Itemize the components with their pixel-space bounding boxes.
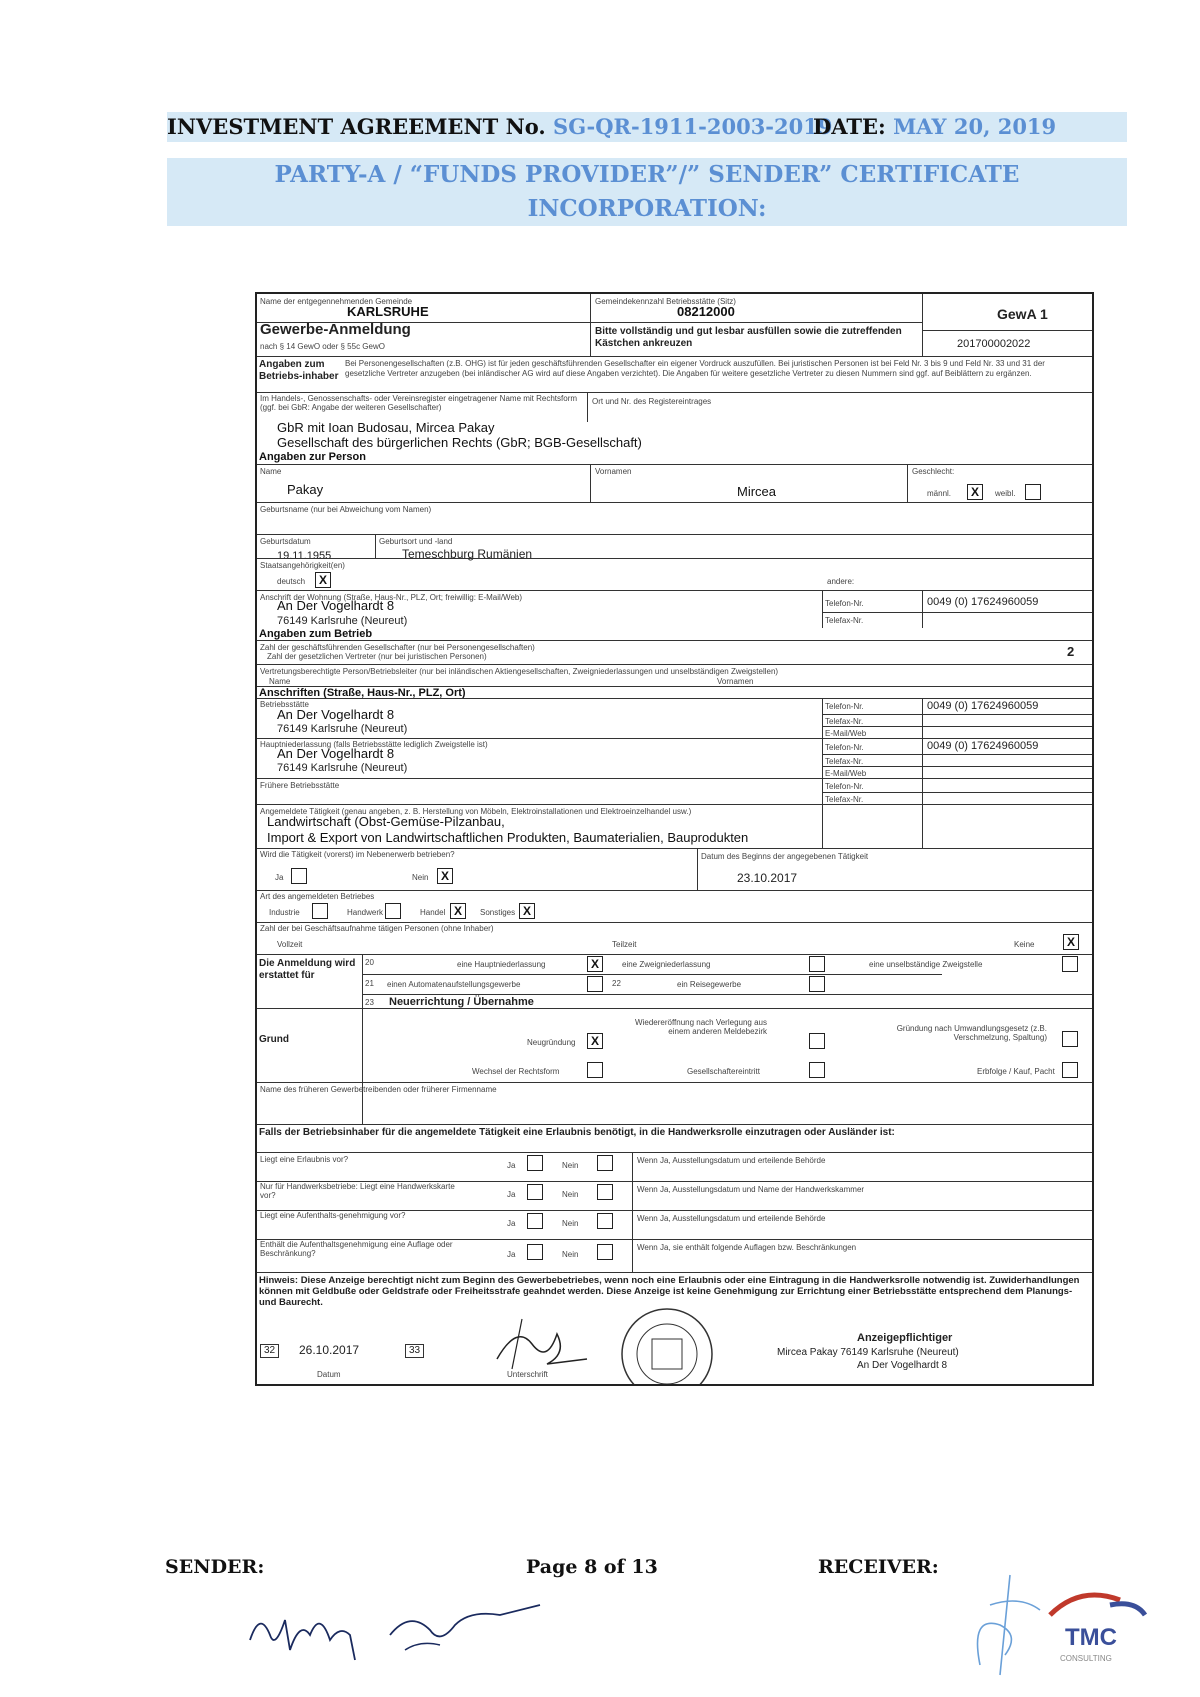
row-line [822,754,1092,755]
hinweis-text: Hinweis: Diese Anzeige berechtigt nicht zum Beginn des Gewerbebetriebes, wenn noch eine Erlaubnis oder eine Eintragung in die Handwerksrolle notwendig ist. Zuwiderhandlungen können mit Geldbuße oder Geldstrafe oder Freiheitsstrafe geahndet werden. Diese Anzeige ist keine Genehmigung zur Errichtung einer Betriebsstätte entsprechend dem Planungs- und Baurecht. [259,1275,1080,1308]
field-10-sub: Zahl der gesetzlichen Vertreter (nur bei juristischen Personen) [267,652,487,661]
sonstiges-label: Sonstiges [480,908,516,917]
field-11-name: Name [269,677,291,686]
field-3-label: Name [260,467,282,476]
field-13-email-label: E-Mail/Web [825,769,867,778]
keine-label: Keine [1014,940,1035,949]
wechsel-label: Wechsel der Rechtsform [472,1067,560,1076]
telefon-label: Telefon-Nr. [825,599,864,608]
field-12-line1: An Der Vogelhardt 8 [277,707,395,722]
teilzeit-label: Teilzeit [612,940,637,949]
zweigniederlassung-checkbox[interactable] [809,956,825,972]
divider [922,294,923,356]
field-8-value: deutsch [277,577,306,586]
grund-label: Grund [259,1034,289,1045]
certificate-title-line2: INCORPORATION: [527,195,767,222]
row-line [822,612,1092,613]
divider [590,294,591,356]
anmeldung-label: Die Anmeldung wird erstattet für [259,958,356,981]
agreement-date-line [813,112,1056,142]
row-line [257,698,1092,699]
erlaubnis-ja-checkbox[interactable] [527,1155,543,1171]
field-28-label: Enthält die Aufenthaltsgenehmigung eine Auflage oder Beschränkung? [260,1240,453,1258]
field-20-label: eine Hauptniederlassung [457,960,546,969]
field-18-label: Art des angemeldeten Betriebes [260,892,375,901]
handwerkskarte-nein-checkbox[interactable] [597,1184,613,1200]
row-line [257,1272,1092,1273]
field-15-label: Angemeldete Tätigkeit (genau angeben, z. B. Herstellung von Möbeln, Elektroinstallationen und Elektroeinzelhandel usw.) [260,807,692,816]
field-5-label: Geburtsname (nur bei Abweichung vom Namen) [260,505,432,514]
field-11-label: Vertretungsberechtigte Person/Betriebsleiter (nur bei inländischen Aktiengesellschaften, Zweigniederlassungen und unselbständigen Zweigstellen) [260,667,779,676]
datum-label: Datum [317,1370,341,1379]
anzeigepflichtiger-line1: Mircea Pakay 76149 Karlsruhe (Neureut) [777,1347,959,1358]
field-13-telefax-label: Telefax-Nr. [825,757,864,766]
row-line [257,464,1092,465]
gesellschaftereintritt-label: Gesellschaftereintritt [687,1067,760,1076]
agreement-header [167,112,1127,142]
field-16-ja: Ja [275,873,284,882]
field-21-label: einen Automatenaufstellungsgewerbe [387,980,521,989]
divider [822,590,823,628]
field-2-label: Ort und Nr. des Registereintrages [592,397,712,406]
erbfolge-label: Erbfolge / Kauf, Pacht [977,1067,1055,1076]
betrieb-section-heading: Angaben zum Betrieb [259,628,373,640]
field-7-value: Temeschburg Rumänien [402,547,533,561]
field-17-label: Datum des Beginns der angegebenen Tätigkeit [701,852,869,861]
reisegewerbe-checkbox[interactable] [809,976,825,992]
agreement-number: SG-QR-1911-2003-2019 [553,114,833,139]
row-line [257,804,1092,805]
gewerbe-anmeldung-form: Name der entgegennehmenden Gemeinde KARLSRUHE Gemeindekennzahl Betriebsstätte (Sitz) 08212000 GewA 1 Gewerbe-Anmeldung nach § 14 GewO oder § 55c GewO Bitte vollständig und gut lesbar ausfüllen sowie die zutreffenden Kästchen ankreuzen 201700002022 Angaben zum Betriebs-inhaber Bei Personengesellschaften (z.B. OHG) ist für jeden geschäftsführenden Gesellschafter ein eigener Vordruck auszufüllen. Bei juristischen Personen ist bei Feld Nr. 3 bis 9 und Feld Nr. 33 und 31 der gesetzliche Vertreter anzugeben (bei inländischer AG wird auf diese Angaben verzichtet). Die Angaben für weitere gesetzliche Vertreter zu diesen Nummern sind ggf. auf Beiblättern zu ergänzen. Im Handels-, Genossenschafts- oder Vereinsregister eingetragener Name mit Rechtsform (ggf. bei GbR: Angabe der weiteren Gesellschafter) Ort und Nr. des Registereintrages GbR mit Ioan Budosau, Mircea Pakay Gesellschaft des bürgerlichen Rechts (GbR; BGB-Gesellschaft) Angaben zur Person Name Pakay Vornamen Mircea Geschlecht: männl. X weibl. Geburtsname (nur bei Abweichung vom Namen) Geburtsdatum 19.11.1955 Geburtsort und -land Temeschburg Rumänien Staatsangehörigkeit(en) deutsch X andere: Anschrift der Wohnung (Straße, Haus-Nr., PLZ, Ort; freiwillig: E-Mail/Web) An Der Vogelhardt 8 76149 Karlsruhe (Neureut) Telefon-Nr. 0049 (0) 17624960059 Telefax-Nr. Angaben zum Betrieb Zahl der geschäftsführenden Gesellschafter (nur bei Personengesellschaften) Zahl der gesetzlichen Vertreter (nur bei juristischen Personen) 2 Vertretungsberechtigte Person/Betriebsleiter (nur bei inländischen Aktiengesellschaften, Zweigniederlassungen und unselbständigen Zweigstellen) Name Vornamen Anschriften (Straße, Haus-Nr., PLZ, Ort) Betriebsstätte An Der Vogelhardt 8 76149 Karlsruhe (Neureut) Telefon-Nr. 0049 (0) 17624960059 Telefax-Nr. E-Mail/Web Hauptniederlassung (falls Betriebsstätte lediglich Zweigstelle ist) An Der Vogelhardt 8 76149 Karlsruhe (Neureut) Telefon-Nr. 0049 (0) 17624960059 Telefax-Nr. E-Mail/Web Frühere Betriebsstätte Telefon-Nr. Telefax-Nr. Angemeldete Tätigkeit (genau angeben, z. B. Herstellung von Möbeln, Elektroinstallationen und Elektroeinzelhandel usw.) Landwirtschaft (Obst-Gemüse-Pilzanbau, Import & Export von Landwirtschaftlichen Produkten, Baumaterialien, Bauprodukten Wird die Tätigkeit (vorerst) im Nebenerwerb betrieben? Ja Nein X Datum des Beginns der angegebenen Tätigkeit 23.10.2017 Art des angemeldeten Betriebes Industrie Handwerk Handel X Sonstiges X Zahl der bei Geschäftsaufnahme tätigen Personen (ohne Inhaber) Vollzeit Teilzeit Keine X Die Anmeldung wird erstattet für 20 eine Hauptniederlassung X eine Zweigniederlassung eine unselbständige Zweigstelle 21 einen Automatenaufstellungsgewerbe 22 ein Reisegewerbe 23 Neuerrichtung / Übernahme Grund Neugründung X Wiedereröffnung nach Verlegung aus einem anderen Meldebezirk Gründung nach Umwandlungsgesetz (z.B. Verschmelzung, Spaltung) Wechsel der Rechtsform Gesellschaftereintritt Erbfolge / Kauf, Pacht Name des früheren Gewerbetreibenden oder früherer Firmenname Falls der Betriebsinhaber für die angemeldete Tätigkeit eine Erlaubnis benötigt, in die Handwerksrolle einzutragen oder Ausländer ist: Liegt eine Erlaubnis vor? Ja Nein Wenn Ja, Ausstellungsdatum und erteilende Behörde Nur für Handwerksbetriebe: Liegt eine Handwerkskarte vor? Ja Nein Wenn Ja, Ausstellungsdatum und Name der Handwerkskammer Liegt eine Aufenthalts-genehmigung vor? Ja Nein Wenn Ja, Ausstellungsdatum und erteilende Behörde Enthält die Aufenthaltsgenehmigung eine Auflage oder Beschränkung? Ja Nein Wenn Ja, sie enthält folgende Auflagen bzw. Beschränkungen Hinweis: Diese Anzeige berechtigt nicht zum Beginn des Gewerbebetriebes, wenn noch eine Erlaubnis oder eine Eintragung in die Handwerksrolle notwendig ist. Zuwiderhandlungen können mit Geldbuße oder Geldstrafe oder Freiheitsstrafe geahndet werden. Diese Anzeige ist keine Genehmigung zur Errichtung einer Betriebsstätte entsprechend dem Planungs- und Baurecht. 32 26.10.2017 33 Datum Unterschrift Anzeigepflichtiger Mircea Pakay 76149 Karlsruhe (Neureut) An Der Vogelhardt 8 [255,292,1094,1386]
field-15-line1: Landwirtschaft (Obst-Gemüse-Pilzanbau, [267,814,505,829]
field-6-value: 19.11.1955 [277,550,332,562]
logo-subtext: CONSULTING [1060,1654,1112,1663]
field-26-note: Wenn Ja, Ausstellungsdatum und Name der Handwerkskammer [637,1185,865,1194]
row-line [257,1152,1092,1153]
logo-text: TMC [1065,1624,1117,1651]
divider [587,392,588,422]
divider [362,954,363,1124]
row-line [362,974,942,975]
divider [922,590,923,628]
nebenerwerb-nein-checkbox[interactable]: X [437,868,453,884]
field-14-telefon-label: Telefon-Nr. [825,782,864,791]
industrie-label: Industrie [269,908,300,917]
certificate-title-line1: PARTY-A / “FUNDS PROVIDER”/” SENDER” CERTIFICATE [274,161,1020,188]
field-28-nein: Nein [562,1250,579,1259]
field-10-value: 2 [1067,644,1075,659]
field-28-note: Wenn Ja, sie enthält folgende Auflagen bzw. Beschränkungen [637,1243,857,1252]
unterschrift-label: Unterschrift [507,1370,548,1379]
vollzeit-label: Vollzeit [277,940,303,949]
field-25-ja: Ja [507,1161,516,1170]
zweigstelle-checkbox[interactable] [1062,956,1078,972]
gruendung-umwandlung-label: Gründung nach Umwandlungsgesetz (z.B. Verschmelzung, Spaltung) [896,1024,1047,1042]
date-value: MAY 20, 2019 [893,114,1057,139]
row-line [257,590,1092,591]
row-line [257,778,1092,779]
handwerk-checkbox[interactable] [385,903,401,919]
field-27-label: Liegt eine Aufenthalts-genehmigung vor? [260,1211,406,1220]
telefon-value: 0049 (0) 17624960059 [927,596,1039,608]
agreement-number-line [167,112,832,142]
anschriften-section-heading: Anschriften (Straße, Haus-Nr., PLZ, Ort) [259,687,466,699]
aufenthalt-ja-checkbox[interactable] [527,1213,543,1229]
field-7-label: Geburtsort und -land [379,537,453,546]
field-17-value: 23.10.2017 [737,871,798,885]
male-label: männl. [927,489,952,498]
field-26-nein: Nein [562,1190,579,1199]
wechsel-checkbox[interactable] [587,1062,603,1078]
erlaubnis-text: Falls der Betriebsinhaber für die angemeldete Tätigkeit eine Erlaubnis benötigt, in die Handwerksrolle einzutragen oder Ausländer ist: [259,1127,895,1138]
field-22-label: ein Reisegewerbe [677,980,742,989]
betriebsinhaber-note: Bei Personengesellschaften (z.B. OHG) ist für jeden geschäftsführenden Gesellschafter ein eigener Vordruck auszufüllen. Bei juristischen Personen ist bei Feld Nr. 3 bis 9 und Feld Nr. 33 und 31 der gesetzliche Vertreter anzugeben (bei inländischer AG wird auf diese Angaben verzichtet). Die Angaben für weitere gesetzliche Vertreter zu diesen Nummern sind ggf. auf Beiblättern zu ergänzen. [345,359,1045,378]
row-line [257,640,1092,641]
divider [375,534,376,558]
handel-label: Handel [420,908,446,917]
row-line [257,534,1092,535]
erlaubnis-nein-checkbox[interactable] [597,1155,613,1171]
field-11-vorname: Vornamen [717,677,754,686]
field-4-label: Vornamen [595,467,632,476]
field-13-telefon-label: Telefon-Nr. [825,743,864,752]
field-16-label: Wird die Tätigkeit (vorerst) im Nebenerwerb betrieben? [260,850,455,859]
field-14-telefax-label: Telefax-Nr. [825,795,864,804]
field-19-label: Zahl der bei Geschäftsaufnahme tätigen Personen (ohne Inhaber) [260,924,494,933]
row-line [822,726,1092,727]
form-code: GewA 1 [997,306,1048,322]
auflage-ja-checkbox[interactable] [527,1244,543,1260]
row-line [257,558,1092,559]
row-line [257,1008,1092,1009]
row-line [257,392,1092,393]
field-13-telefon-value: 0049 (0) 17624960059 [927,740,1039,752]
form-signature [487,1314,607,1374]
industrie-checkbox[interactable] [312,903,328,919]
aufenthalt-nein-checkbox[interactable] [597,1213,613,1229]
gesellschaftereintritt-checkbox[interactable] [809,1062,825,1078]
field-12-line2: 76149 Karlsruhe (Neureut) [277,723,408,735]
field-9-line1: An Der Vogelhardt 8 [277,598,395,613]
row-line [257,356,1092,357]
nebenerwerb-ja-checkbox[interactable] [291,868,307,884]
deutsch-checkbox[interactable]: X [315,572,331,588]
row-line [257,664,1092,665]
divider [922,698,923,848]
field-4-value: Mircea [737,484,777,499]
sender-label: SENDER: [165,1556,265,1578]
field-10-label: Zahl der geschäftsführenden Gesellschafter (nur bei Personengesellschaften) [260,643,535,652]
kennzahl-label: Gemeindekennzahl Betriebsstätte (Sitz) [595,297,736,306]
female-checkbox[interactable] [1025,484,1041,500]
field-13-line2: 76149 Karlsruhe (Neureut) [277,762,408,774]
field-16-nein: Nein [412,873,429,882]
neugruendung-label: Neugründung [527,1038,576,1047]
field-1-line1: GbR mit Ioan Budosau, Mircea Pakay [277,420,495,435]
field-8-other: andere: [827,577,855,586]
agreement-label: INVESTMENT AGREEMENT No. [167,114,546,139]
field-1-line2: Gesellschaft des bürgerlichen Rechts (GbR; BGB-Gesellschaft) [277,435,642,450]
date-label: DATE: [813,114,886,139]
sender-signature [240,1580,560,1670]
divider [697,848,698,890]
field-12-email-label: E-Mail/Web [825,729,867,738]
handwerkskarte-ja-checkbox[interactable] [527,1184,543,1200]
wiedereroeffnung-label: Wiedereröffnung nach Verlegung aus einem anderen Meldebezirk [635,1018,767,1036]
divider [822,698,823,848]
field-27-nein: Nein [562,1219,579,1228]
handwerk-label: Handwerk [347,908,384,917]
field-12-telefon-label: Telefon-Nr. [825,702,864,711]
row-line [822,792,1092,793]
field-27-note: Wenn Ja, Ausstellungsdatum und erteilende Behörde [637,1214,826,1223]
field-6-label: Geburtsdatum [260,537,311,546]
hauptniederlassung-checkbox[interactable]: X [587,956,603,972]
field-13-line1: An Der Vogelhardt 8 [277,746,395,761]
row-line [257,1124,1092,1125]
divider [632,1152,633,1272]
field-3-value: Pakay [287,482,324,497]
row-line [822,714,1092,715]
row-line [257,1082,1092,1083]
field-25-nein: Nein [562,1161,579,1170]
row-line [822,766,1092,767]
row-line [257,502,1092,503]
page-number: Page 8 of 13 [526,1556,658,1578]
field-12-telefon-value: 0049 (0) 17624960059 [927,700,1039,712]
field-15-line2: Import & Export von Landwirtschaftlichen Produkten, Baumaterialien, Bauprodukten [267,830,749,845]
field-26-label: Nur für Handwerksbetriebe: Liegt eine Handwerkskarte vor? [260,1182,455,1200]
erbfolge-checkbox[interactable] [1062,1062,1078,1078]
wiedereroeffnung-checkbox[interactable] [809,1033,825,1049]
form-title: Gewerbe-Anmeldung [260,321,411,338]
auflage-nein-checkbox[interactable] [597,1244,613,1260]
field-9-line2: 76149 Karlsruhe (Neureut) [277,615,408,627]
kennzahl-value: 08212000 [677,304,735,319]
field-9-label: Anschrift der Wohnung (Straße, Haus-Nr., PLZ, Ort; freiwillig: E-Mail/Web) [260,593,523,602]
field-25-note: Wenn Ja, Ausstellungsdatum und erteilende Behörde [637,1156,826,1165]
field-32-value: 26.10.2017 [299,1343,360,1357]
row-line [362,994,1092,995]
field-25-label: Liegt eine Erlaubnis vor? [260,1155,349,1164]
automaten-checkbox[interactable] [587,976,603,992]
field-12-telefax-label: Telefax-Nr. [825,717,864,726]
field-20c-label: eine unselbständige Zweigstelle [869,960,983,969]
person-section-heading: Angaben zur Person [259,451,366,463]
field-4a-label: Geschlecht: [912,467,955,476]
field-23-label: Neuerrichtung / Übernahme [389,996,534,1008]
gemeinde-label: Name der entgegennehmenden Gemeinde [260,297,413,306]
telefax-label: Telefax-Nr. [825,616,864,625]
field-26-ja: Ja [507,1190,516,1199]
betriebsinhaber-label: Angaben zum Betriebs-inhaber [259,359,339,382]
form-subtitle: nach § 14 GewO oder § 55c GewO [260,342,385,351]
form-ref: 201700002022 [957,338,1031,350]
field-28-ja: Ja [507,1250,516,1259]
field-27-ja: Ja [507,1219,516,1228]
field-1-label: Im Handels-, Genossenschafts- oder Vereinsregister eingetragener Name mit Rechtsform (ggf. bei GbR: Angabe der weiteren Gesellschafter) [260,394,578,412]
form-note: Bitte vollständig und gut lesbar ausfüllen sowie die zutreffenden Kästchen ankreuzen [595,326,902,349]
keine-checkbox[interactable]: X [1063,934,1079,950]
row-line [922,330,1092,331]
receiver-signature-logo [960,1555,1160,1685]
receiver-label: RECEIVER: [818,1556,939,1578]
sonstiges-checkbox[interactable]: X [519,903,535,919]
row-line [257,890,1092,891]
neugruendung-checkbox[interactable]: X [587,1033,603,1049]
anzeigepflichtiger-line2: An Der Vogelhardt 8 [857,1360,948,1371]
anzeigepflichtiger-label: Anzeigepflichtiger [857,1332,953,1344]
field-8-label: Staatsangehörigkeit(en) [260,561,345,570]
divider [590,464,591,502]
field-13-label: Hauptniederlassung (falls Betriebsstätte lediglich Zweigstelle ist) [260,740,488,749]
female-label: weibl. [995,489,1016,498]
field-24-label: Name des früheren Gewerbetreibenden oder früherer Firmenname [260,1085,497,1094]
official-stamp [597,1284,737,1384]
umwandlung-checkbox[interactable] [1062,1031,1078,1047]
field-12-label: Betriebsstätte [260,700,309,709]
male-checkbox[interactable]: X [967,484,983,500]
field-14-label: Frühere Betriebsstätte [260,781,340,790]
certificate-title [167,158,1127,226]
field-20b-label: eine Zweigniederlassung [622,960,711,969]
divider [907,464,908,502]
handel-checkbox[interactable]: X [450,903,466,919]
row-line [257,954,1092,955]
gemeinde-value: KARLSRUHE [347,304,429,319]
